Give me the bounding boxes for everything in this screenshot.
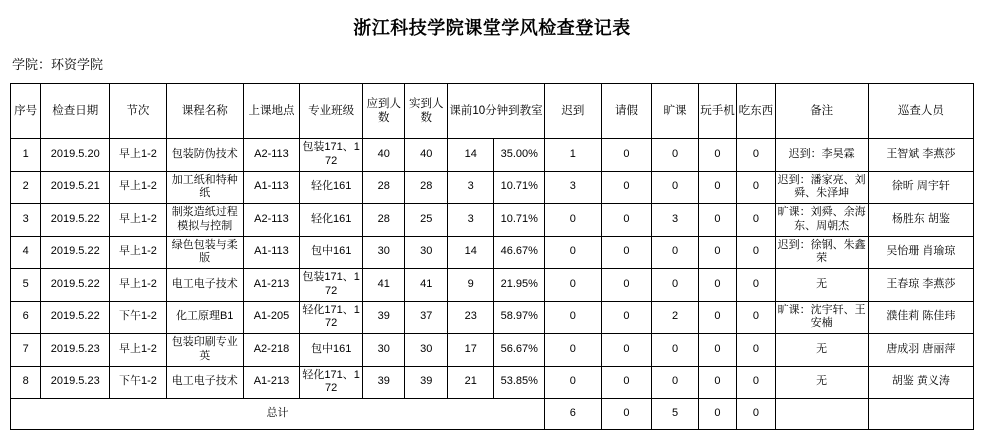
cell-eat: 0 xyxy=(737,301,775,334)
cell-ten-rate: 58.97% xyxy=(494,301,545,334)
header-should: 应到人数 xyxy=(362,84,404,139)
cell-course: 制浆造纸过程模拟与控制 xyxy=(166,204,243,237)
cell-remark: 旷课：沈宇轩、王安楠 xyxy=(775,301,868,334)
cell-leave: 0 xyxy=(601,139,652,172)
total-staff-empty xyxy=(868,399,973,430)
cell-absent: 2 xyxy=(652,301,699,334)
cell-seq: 3 xyxy=(11,204,41,237)
cell-class: 包中161 xyxy=(300,236,363,269)
college-line: 学院：环资学院 xyxy=(12,57,104,72)
total-remark-empty xyxy=(775,399,868,430)
cell-ten-count: 14 xyxy=(447,236,494,269)
cell-leave: 0 xyxy=(601,334,652,367)
header-eat: 吃东西 xyxy=(737,84,775,139)
cell-date: 2019.5.22 xyxy=(41,269,110,302)
cell-course: 电工电子技术 xyxy=(166,269,243,302)
cell-seq: 5 xyxy=(11,269,41,302)
cell-seq: 2 xyxy=(11,171,41,204)
table-row xyxy=(11,171,974,204)
cell-actual: 40 xyxy=(405,139,447,172)
cell-actual: 30 xyxy=(405,236,447,269)
table-row xyxy=(11,366,974,399)
cell-late: 0 xyxy=(545,204,602,237)
cell-class: 轻化171、172 xyxy=(300,301,363,334)
cell-phone: 0 xyxy=(698,171,736,204)
cell-period: 下午1-2 xyxy=(110,366,167,399)
cell-late: 0 xyxy=(545,334,602,367)
cell-leave: 0 xyxy=(601,269,652,302)
cell-actual: 25 xyxy=(405,204,447,237)
cell-ten-rate: 10.71% xyxy=(494,171,545,204)
cell-staff: 王春琼 李燕莎 xyxy=(868,269,973,302)
cell-late: 1 xyxy=(545,139,602,172)
cell-class: 包装171、172 xyxy=(300,269,363,302)
cell-class: 轻化161 xyxy=(300,171,363,204)
cell-phone: 0 xyxy=(698,236,736,269)
header-ten-min: 课前10分钟到教室 xyxy=(447,84,544,139)
cell-actual: 30 xyxy=(405,334,447,367)
cell-staff: 濮佳莉 陈佳玮 xyxy=(868,301,973,334)
table-row xyxy=(11,334,974,367)
cell-leave: 0 xyxy=(601,171,652,204)
cell-course: 绿色包装与柔版 xyxy=(166,236,243,269)
total-phone: 0 xyxy=(698,399,736,430)
header-place: 上课地点 xyxy=(243,84,300,139)
cell-ten-rate: 56.67% xyxy=(494,334,545,367)
cell-absent: 0 xyxy=(652,236,699,269)
cell-remark: 迟到：潘家亮、刘舜、朱泽坤 xyxy=(775,171,868,204)
cell-place: A2-113 xyxy=(243,204,300,237)
cell-late: 0 xyxy=(545,236,602,269)
cell-remark: 旷课：刘舜、余海东、周朝杰 xyxy=(775,204,868,237)
total-late: 6 xyxy=(545,399,602,430)
cell-phone: 0 xyxy=(698,301,736,334)
cell-date: 2019.5.21 xyxy=(41,171,110,204)
cell-phone: 0 xyxy=(698,334,736,367)
cell-ten-count: 3 xyxy=(447,204,494,237)
cell-eat: 0 xyxy=(737,139,775,172)
header-remark: 备注 xyxy=(775,84,868,139)
cell-eat: 0 xyxy=(737,171,775,204)
header-absent: 旷课 xyxy=(652,84,699,139)
cell-place: A1-205 xyxy=(243,301,300,334)
cell-phone: 0 xyxy=(698,269,736,302)
cell-should: 39 xyxy=(362,366,404,399)
page-title: 浙江科技学院课堂学风检查登记表 xyxy=(353,18,631,38)
cell-staff: 吴怡珊 肖瑜琼 xyxy=(868,236,973,269)
cell-eat: 0 xyxy=(737,204,775,237)
cell-date: 2019.5.23 xyxy=(41,334,110,367)
cell-should: 39 xyxy=(362,301,404,334)
cell-eat: 0 xyxy=(737,269,775,302)
header-actual: 实到人数 xyxy=(405,84,447,139)
cell-period: 早上1-2 xyxy=(110,171,167,204)
cell-ten-count: 17 xyxy=(447,334,494,367)
cell-actual: 28 xyxy=(405,171,447,204)
cell-remark: 无 xyxy=(775,366,868,399)
cell-place: A2-113 xyxy=(243,139,300,172)
cell-ten-rate: 21.95% xyxy=(494,269,545,302)
total-label: 总计 xyxy=(11,399,545,430)
cell-remark: 迟到：徐钢、朱鑫荣 xyxy=(775,236,868,269)
cell-date: 2019.5.23 xyxy=(41,366,110,399)
cell-absent: 0 xyxy=(652,171,699,204)
header-period: 节次 xyxy=(110,84,167,139)
cell-place: A1-113 xyxy=(243,236,300,269)
cell-ten-count: 3 xyxy=(447,171,494,204)
cell-period: 早上1-2 xyxy=(110,236,167,269)
cell-seq: 4 xyxy=(11,236,41,269)
table-row xyxy=(11,204,974,237)
cell-ten-rate: 10.71% xyxy=(494,204,545,237)
cell-course: 电工电子技术 xyxy=(166,366,243,399)
cell-date: 2019.5.22 xyxy=(41,236,110,269)
header-seq: 序号 xyxy=(11,84,41,139)
cell-late: 0 xyxy=(545,366,602,399)
cell-ten-rate: 46.67% xyxy=(494,236,545,269)
table-header-row xyxy=(11,84,974,139)
cell-course: 包装防伪技术 xyxy=(166,139,243,172)
inspection-table xyxy=(10,83,974,430)
cell-ten-count: 21 xyxy=(447,366,494,399)
cell-eat: 0 xyxy=(737,366,775,399)
cell-leave: 0 xyxy=(601,236,652,269)
cell-leave: 0 xyxy=(601,301,652,334)
cell-absent: 0 xyxy=(652,269,699,302)
table-row xyxy=(11,269,974,302)
total-eat: 0 xyxy=(737,399,775,430)
table-row xyxy=(11,139,974,172)
cell-class: 轻化161 xyxy=(300,204,363,237)
cell-ten-count: 23 xyxy=(447,301,494,334)
cell-eat: 0 xyxy=(737,334,775,367)
cell-ten-rate: 35.00% xyxy=(494,139,545,172)
cell-seq: 1 xyxy=(11,139,41,172)
cell-should: 28 xyxy=(362,204,404,237)
cell-seq: 7 xyxy=(11,334,41,367)
header-late: 迟到 xyxy=(545,84,602,139)
cell-course: 加工纸和特种纸 xyxy=(166,171,243,204)
cell-absent: 0 xyxy=(652,334,699,367)
cell-class: 包中161 xyxy=(300,334,363,367)
cell-phone: 0 xyxy=(698,204,736,237)
cell-class: 包装171、172 xyxy=(300,139,363,172)
cell-should: 30 xyxy=(362,236,404,269)
cell-ten-count: 9 xyxy=(447,269,494,302)
cell-course: 包装印刷专业英 xyxy=(166,334,243,367)
cell-place: A2-218 xyxy=(243,334,300,367)
header-staff: 巡查人员 xyxy=(868,84,973,139)
cell-should: 28 xyxy=(362,171,404,204)
cell-should: 41 xyxy=(362,269,404,302)
cell-actual: 37 xyxy=(405,301,447,334)
cell-remark: 无 xyxy=(775,269,868,302)
cell-date: 2019.5.22 xyxy=(41,204,110,237)
header-phone: 玩手机 xyxy=(698,84,736,139)
cell-place: A1-113 xyxy=(243,171,300,204)
header-class: 专业班级 xyxy=(300,84,363,139)
total-leave: 0 xyxy=(601,399,652,430)
cell-late: 0 xyxy=(545,269,602,302)
cell-period: 早上1-2 xyxy=(110,204,167,237)
cell-period: 早上1-2 xyxy=(110,139,167,172)
cell-late: 0 xyxy=(545,301,602,334)
cell-staff: 唐成羽 唐丽萍 xyxy=(868,334,973,367)
cell-course: 化工原理B1 xyxy=(166,301,243,334)
cell-period: 下午1-2 xyxy=(110,301,167,334)
table-body xyxy=(11,139,974,430)
cell-absent: 0 xyxy=(652,366,699,399)
cell-period: 早上1-2 xyxy=(110,334,167,367)
cell-phone: 0 xyxy=(698,139,736,172)
cell-remark: 迟到：李昊霖 xyxy=(775,139,868,172)
cell-eat: 0 xyxy=(737,236,775,269)
cell-leave: 0 xyxy=(601,204,652,237)
cell-staff: 徐昕 周宇轩 xyxy=(868,171,973,204)
cell-actual: 41 xyxy=(405,269,447,302)
cell-absent: 3 xyxy=(652,204,699,237)
table-total-row xyxy=(11,399,974,430)
header-leave: 请假 xyxy=(601,84,652,139)
header-date: 检查日期 xyxy=(41,84,110,139)
cell-staff: 王智斌 李燕莎 xyxy=(868,139,973,172)
cell-remark: 无 xyxy=(775,334,868,367)
cell-period: 早上1-2 xyxy=(110,269,167,302)
cell-seq: 6 xyxy=(11,301,41,334)
cell-class: 轻化171、172 xyxy=(300,366,363,399)
cell-place: A1-213 xyxy=(243,269,300,302)
total-absent: 5 xyxy=(652,399,699,430)
cell-ten-rate: 53.85% xyxy=(494,366,545,399)
cell-should: 30 xyxy=(362,334,404,367)
cell-date: 2019.5.20 xyxy=(41,139,110,172)
cell-leave: 0 xyxy=(601,366,652,399)
cell-should: 40 xyxy=(362,139,404,172)
cell-seq: 8 xyxy=(11,366,41,399)
cell-actual: 39 xyxy=(405,366,447,399)
cell-ten-count: 14 xyxy=(447,139,494,172)
cell-place: A1-213 xyxy=(243,366,300,399)
header-course: 课程名称 xyxy=(166,84,243,139)
cell-date: 2019.5.22 xyxy=(41,301,110,334)
cell-staff: 杨胜东 胡鉴 xyxy=(868,204,973,237)
table-row xyxy=(11,301,974,334)
cell-phone: 0 xyxy=(698,366,736,399)
cell-staff: 胡鉴 黄义涛 xyxy=(868,366,973,399)
cell-late: 3 xyxy=(545,171,602,204)
table-row xyxy=(11,236,974,269)
cell-absent: 0 xyxy=(652,139,699,172)
